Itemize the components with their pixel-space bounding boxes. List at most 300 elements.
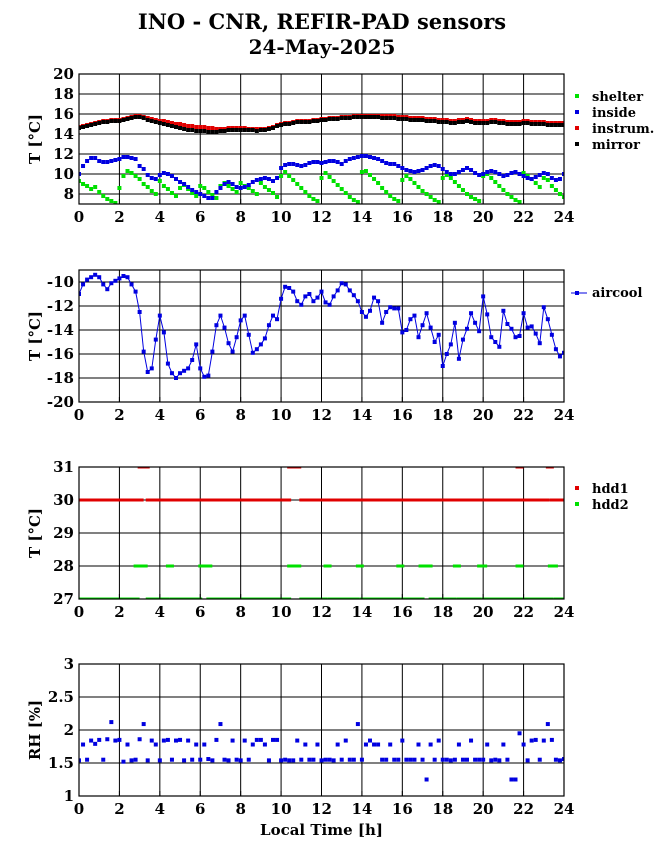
data-point-inside (166, 172, 170, 176)
data-point-series (117, 738, 121, 742)
data-point-aircool (364, 315, 368, 319)
data-point-series (166, 738, 170, 742)
data-point-shelter (263, 185, 267, 189)
y-tick-label: 3 (63, 655, 74, 673)
data-point-inside (243, 185, 247, 189)
data-point-series (251, 743, 255, 747)
data-point-aircool (166, 362, 170, 366)
data-point-shelter (287, 174, 291, 178)
y-tick-label: 8 (63, 185, 74, 203)
x-tick-label: 10 (270, 208, 292, 226)
data-point-mirror (101, 120, 105, 124)
y-tick-label: 28 (53, 557, 74, 575)
data-point-series (425, 778, 429, 782)
data-point-shelter (126, 169, 130, 173)
data-point-aircool (340, 281, 344, 285)
x-tick-label: 14 (351, 208, 373, 226)
data-point-series (202, 743, 206, 747)
data-point-shelter (550, 184, 554, 188)
data-point-aircool (134, 290, 138, 294)
data-point-series (223, 758, 227, 762)
data-point-series (311, 758, 315, 762)
data-point-instrum- (178, 122, 182, 126)
data-point-shelter (501, 188, 505, 192)
x-tick-label: 24 (553, 208, 575, 226)
data-point-mirror (530, 122, 534, 126)
data-point-shelter (469, 195, 473, 199)
data-point-mirror (481, 121, 485, 125)
legend-marker-shelter (575, 94, 579, 98)
data-point-inside (194, 190, 198, 194)
data-point-series (408, 758, 412, 762)
data-point-aircool (396, 306, 400, 310)
data-point-inside (202, 194, 206, 198)
data-point-instrum- (194, 125, 198, 129)
data-point-inside (332, 159, 336, 163)
x-tick-label: 18 (432, 800, 454, 818)
data-point-series (227, 758, 231, 762)
data-point-mirror (109, 119, 113, 123)
data-point-mirror (267, 127, 271, 131)
y-tick-label: 2 (63, 721, 74, 739)
data-point-shelter (340, 187, 344, 191)
data-point-aircool (279, 297, 283, 301)
data-point-series (340, 758, 344, 762)
data-point-series (356, 722, 360, 726)
data-point-series (198, 758, 202, 762)
data-point-shelter (307, 194, 311, 198)
x-tick-label: 22 (513, 800, 535, 818)
data-point-mirror (400, 117, 404, 121)
data-point-series (542, 739, 546, 743)
x-tick-label: 12 (311, 603, 332, 621)
data-point-aircool (473, 321, 477, 325)
y-tick-label: 2.5 (47, 688, 74, 706)
data-point-mirror (437, 120, 441, 124)
data-point-aircool (437, 333, 441, 337)
data-point-aircool (174, 376, 178, 380)
data-point-aircool (227, 341, 231, 345)
data-point-inside (477, 173, 481, 177)
data-point-aircool (247, 333, 251, 337)
data-point-inside (404, 168, 408, 172)
data-point-mirror (505, 122, 509, 126)
data-point-series (101, 758, 105, 762)
data-point-aircool (522, 311, 526, 315)
data-point-inside (425, 166, 429, 170)
data-point-shelter (279, 174, 283, 178)
data-point-shelter (433, 198, 437, 202)
data-point-shelter (497, 184, 501, 188)
x-tick-label: 2 (114, 800, 125, 818)
data-point-series (352, 758, 356, 762)
data-point-inside (210, 196, 214, 200)
data-point-series (368, 739, 372, 743)
data-point-shelter (396, 199, 400, 203)
data-point-inside (287, 162, 291, 166)
data-point-inside (117, 157, 121, 161)
x-tick-label: 4 (154, 406, 166, 424)
data-point-series (421, 758, 425, 762)
data-point-shelter (400, 178, 404, 182)
data-point-mirror (522, 121, 526, 125)
data-point-mirror (263, 128, 267, 132)
x-tick-label: 24 (553, 603, 575, 621)
data-point-aircool (243, 314, 247, 318)
data-point-aircool (214, 323, 218, 327)
data-point-mirror (384, 116, 388, 120)
data-point-shelter (360, 170, 364, 174)
x-tick-label: 8 (235, 406, 246, 424)
data-point-mirror (174, 125, 178, 129)
data-point-series (81, 743, 85, 747)
data-point-instrum- (190, 124, 194, 128)
data-point-shelter (271, 191, 275, 195)
x-tick-label: 4 (154, 208, 166, 226)
x-tick-label: 20 (472, 603, 494, 621)
data-point-inside (231, 182, 235, 186)
legend-marker-aircool (575, 291, 579, 295)
data-point-inside (542, 171, 546, 175)
data-point-instrum- (210, 126, 214, 130)
data-point-inside (227, 180, 231, 184)
data-point-inside (522, 174, 526, 178)
data-point-mirror (299, 120, 303, 124)
legend-marker-mirror (575, 142, 579, 146)
data-point-shelter (380, 186, 384, 190)
data-point-inside (336, 160, 340, 164)
data-point-shelter (348, 195, 352, 199)
data-point-shelter (408, 177, 412, 181)
data-point-mirror (255, 129, 259, 133)
panel-2 (26, 270, 642, 424)
data-point-shelter (514, 198, 518, 202)
data-point-mirror (130, 116, 134, 120)
data-point-aircool (328, 303, 332, 307)
x-tick-label: 18 (432, 208, 454, 226)
data-point-shelter (283, 170, 287, 174)
data-point-inside (311, 160, 315, 164)
x-tick-label: 6 (195, 406, 206, 424)
data-point-mirror (421, 118, 425, 122)
data-point-series (518, 731, 522, 735)
data-point-aircool (218, 314, 222, 318)
y-axis-label: T [°C] (26, 113, 44, 165)
data-point-series (400, 739, 404, 743)
data-point-aircool (469, 311, 473, 315)
data-point-inside (93, 156, 97, 160)
data-point-inside (239, 186, 243, 190)
data-point-inside (255, 178, 259, 182)
data-point-shelter (239, 181, 243, 185)
figure-subtitle: 24-May-2025 (248, 35, 396, 59)
data-point-series (554, 758, 558, 762)
data-point-series (344, 739, 348, 743)
data-point-aircool (126, 275, 130, 279)
data-point-hdd1 (136, 499, 144, 502)
data-point-shelter (138, 177, 142, 181)
data-point-shelter (534, 181, 538, 185)
data-point-aircool (186, 366, 190, 370)
data-point-series (526, 758, 530, 762)
data-point-aircool (457, 357, 461, 361)
data-point-inside (400, 166, 404, 170)
data-point-inside (121, 155, 125, 159)
data-point-shelter (368, 173, 372, 177)
data-point-inside (372, 156, 376, 160)
data-point-mirror (453, 121, 457, 125)
data-point-aircool (223, 326, 227, 330)
data-point-mirror (324, 118, 328, 122)
data-point-aircool (352, 293, 356, 297)
data-point-aircool (303, 294, 307, 298)
data-point-mirror (352, 115, 356, 119)
data-point-mirror (247, 128, 251, 132)
data-point-shelter (404, 174, 408, 178)
data-point-series (239, 758, 243, 762)
data-point-mirror (364, 115, 368, 119)
data-point-instrum- (206, 126, 210, 130)
data-point-series (105, 737, 109, 741)
data-point-inside (170, 174, 174, 178)
data-point-inside (421, 168, 425, 172)
x-tick-label: 6 (195, 208, 206, 226)
data-point-inside (138, 164, 142, 168)
x-tick-label: 20 (472, 208, 494, 226)
data-point-hdd2 (396, 565, 404, 568)
data-point-mirror (485, 121, 489, 125)
data-point-series (376, 743, 380, 747)
data-point-series (271, 738, 275, 742)
data-point-aircool (255, 347, 259, 351)
y-tick-label: 1 (63, 787, 74, 805)
data-point-inside (275, 176, 279, 180)
data-point-mirror (182, 127, 186, 131)
data-point-aircool (445, 352, 449, 356)
data-point-mirror (142, 116, 146, 120)
data-point-mirror (538, 122, 542, 126)
data-point-shelter (425, 192, 429, 196)
data-point-aircool (421, 323, 425, 327)
legend-marker-hdd2 (575, 502, 579, 506)
data-point-series (85, 758, 89, 762)
data-point-inside (158, 173, 162, 177)
data-point-aircool (239, 318, 243, 322)
data-point-shelter (437, 200, 441, 204)
data-point-aircool (542, 305, 546, 309)
data-point-mirror (283, 122, 287, 126)
y-axis-label: T [°C] (26, 310, 44, 362)
data-point-hdd2 (204, 565, 212, 568)
data-point-aircool (425, 311, 429, 315)
data-point-aircool (105, 287, 109, 291)
legend-marker-inside (575, 110, 579, 114)
data-point-shelter (227, 184, 231, 188)
data-point-mirror (105, 120, 109, 124)
data-point-mirror (477, 121, 481, 125)
data-point-aircool (198, 366, 202, 370)
data-point-shelter (509, 195, 513, 199)
data-point-shelter (493, 180, 497, 184)
data-point-inside (218, 186, 222, 190)
data-point-mirror (344, 116, 348, 120)
data-point-series (449, 758, 453, 762)
data-point-mirror (320, 118, 324, 122)
data-point-hdd2 (166, 565, 174, 568)
data-point-aircool (158, 314, 162, 318)
data-point-series (477, 758, 481, 762)
data-point-inside (526, 176, 530, 180)
data-point-instrum- (182, 123, 186, 127)
x-tick-label: 0 (73, 603, 85, 621)
data-point-inside (554, 178, 558, 182)
data-point-inside (101, 160, 105, 164)
data-point-shelter (477, 199, 481, 203)
data-point-inside (126, 155, 130, 159)
data-point-mirror (198, 129, 202, 133)
x-tick-label: 14 (351, 800, 373, 818)
data-point-shelter (166, 187, 170, 191)
data-point-series (190, 758, 194, 762)
data-point-inside (279, 166, 283, 170)
data-point-mirror (223, 129, 227, 133)
data-point-series (113, 739, 117, 743)
data-point-aircool (360, 310, 364, 314)
data-point-inside (465, 166, 469, 170)
data-point-series (267, 758, 271, 762)
data-point-mirror (178, 126, 182, 130)
data-point-mirror (162, 122, 166, 126)
data-point-mirror (307, 120, 311, 124)
data-point-inside (320, 161, 324, 165)
panel-4 (26, 655, 574, 839)
data-point-shelter (101, 194, 105, 198)
data-point-mirror (113, 119, 117, 123)
data-point-aircool (336, 288, 340, 292)
data-point-mirror (146, 118, 150, 122)
data-point-series (453, 758, 457, 762)
data-point-inside (485, 170, 489, 174)
data-point-aircool (384, 310, 388, 314)
data-point-shelter (392, 197, 396, 201)
data-point-aircool (81, 282, 85, 286)
data-point-mirror (150, 119, 154, 123)
data-point-inside (433, 163, 437, 167)
data-point-series (210, 758, 214, 762)
data-point-inside (473, 171, 477, 175)
data-point-shelter (558, 192, 562, 196)
data-point-aircool (392, 306, 396, 310)
data-point-aircool (130, 282, 134, 286)
data-point-mirror (134, 115, 138, 119)
data-point-inside (113, 158, 117, 162)
data-point-hdd2 (516, 565, 524, 568)
data-point-aircool (505, 322, 509, 326)
data-point-instrum- (186, 124, 190, 128)
data-point-aircool (433, 340, 437, 344)
data-point-mirror (542, 122, 546, 126)
data-point-series (328, 758, 332, 762)
x-tick-label: 0 (73, 208, 85, 226)
data-point-series (550, 738, 554, 742)
y-tick-label: 14 (53, 125, 74, 143)
data-point-mirror (231, 128, 235, 132)
data-point-mirror (336, 117, 340, 121)
data-point-mirror (392, 116, 396, 120)
y-tick-label: 16 (53, 105, 74, 123)
data-point-series (134, 758, 138, 762)
data-point-hdd2 (453, 565, 461, 568)
data-point-shelter (315, 199, 319, 203)
data-point-inside (206, 196, 210, 200)
data-point-shelter (372, 177, 376, 181)
data-point-shelter (142, 182, 146, 186)
data-point-series (295, 739, 299, 743)
data-point-instrum- (202, 125, 206, 129)
data-point-shelter (81, 182, 85, 186)
x-axis-label: Local Time [h] (260, 821, 383, 839)
data-point-mirror (287, 122, 291, 126)
data-point-series (522, 743, 526, 747)
data-point-series (429, 743, 433, 747)
x-tick-label: 0 (73, 406, 85, 424)
data-point-inside (412, 170, 416, 174)
data-point-mirror (473, 121, 477, 125)
y-tick-label: -10 (46, 273, 74, 291)
data-point-mirror (445, 120, 449, 124)
data-point-inside (457, 170, 461, 174)
data-point-inside (247, 183, 251, 187)
data-point-aircool (291, 290, 295, 294)
data-point-inside (376, 157, 380, 161)
y-tick-label: 27 (53, 590, 74, 608)
data-point-series (158, 758, 162, 762)
data-point-series (283, 758, 287, 762)
data-point-inside (538, 173, 542, 177)
data-point-series (441, 758, 445, 762)
data-point-aircool (489, 335, 493, 339)
data-point-series (174, 739, 178, 743)
y-tick-label: -12 (46, 297, 74, 315)
data-point-shelter (154, 192, 158, 196)
data-point-aircool (311, 299, 315, 303)
data-point-shelter (352, 198, 356, 202)
x-tick-label: 20 (472, 800, 494, 818)
legend-label-hdd1: hdd1 (592, 482, 629, 497)
data-point-shelter (170, 191, 174, 195)
data-point-shelter (303, 190, 307, 194)
data-point-series (384, 758, 388, 762)
data-point-aircool (372, 296, 376, 300)
data-point-mirror (186, 128, 190, 132)
data-point-mirror (457, 120, 461, 124)
data-point-aircool (170, 371, 174, 375)
data-point-inside (356, 155, 360, 159)
data-point-mirror (295, 120, 299, 124)
data-point-aircool (380, 321, 384, 325)
data-point-aircool (461, 338, 465, 342)
data-point-series (364, 743, 368, 747)
x-tick-label: 22 (513, 603, 535, 621)
data-point-inside (497, 172, 501, 176)
data-point-aircool (117, 276, 121, 280)
data-point-mirror (239, 128, 243, 132)
data-point-mirror (497, 121, 501, 125)
data-point-inside (328, 159, 332, 163)
data-point-series (126, 743, 130, 747)
data-point-aircool (295, 299, 299, 303)
data-point-aircool (320, 290, 324, 294)
